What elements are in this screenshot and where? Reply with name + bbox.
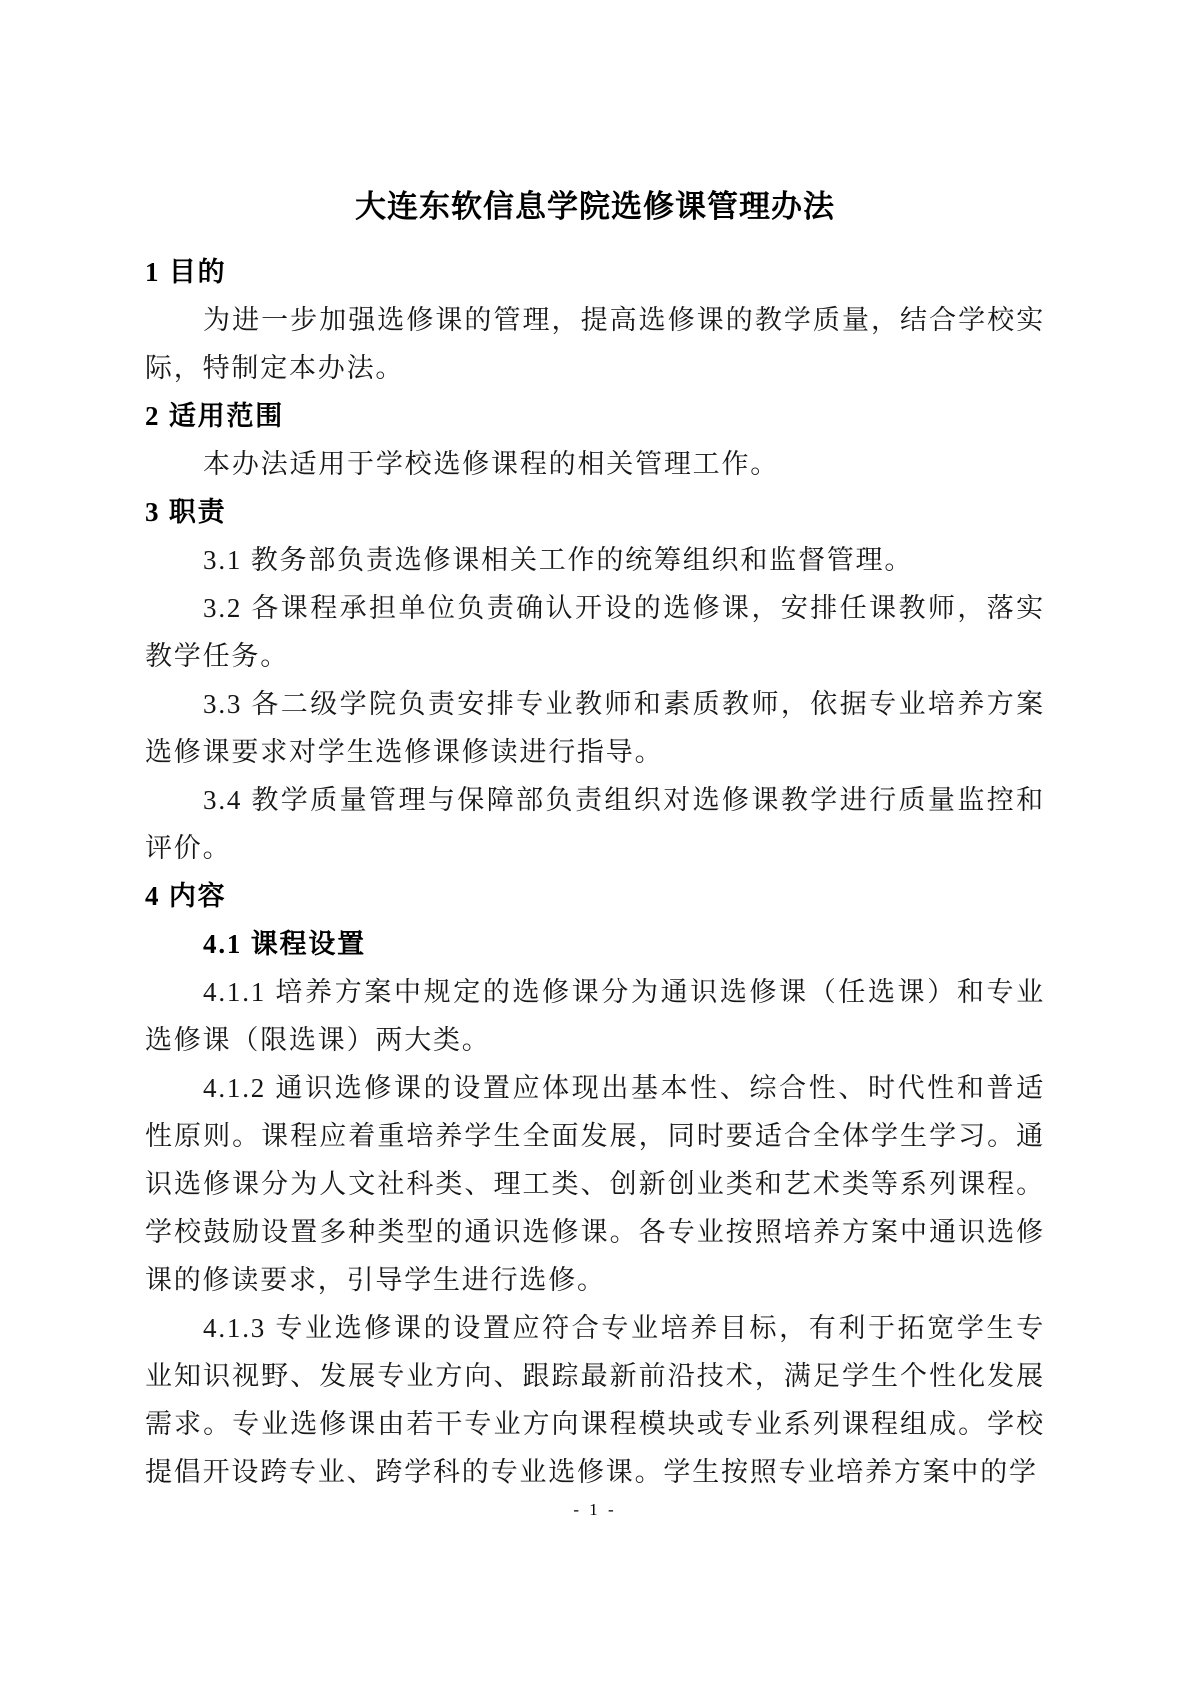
- heading-4-content: 4 内容: [145, 881, 227, 911]
- paragraph-responsibility-3-3: 3.3 各二级学院负责安排专业教师和素质教师，依据专业培养方案选修课要求对学生选修课修读进行指导。: [145, 689, 1045, 767]
- page-number: - 1 -: [573, 1500, 617, 1519]
- paragraph-responsibility-3-4: 3.4 教学质量管理与保障部负责组织对选修课教学进行质量监控和评价。: [145, 785, 1045, 863]
- paragraph-course-4-1-1: 4.1.1 培养方案中规定的选修课分为通识选修课（任选课）和专业选修课（限选课）两大类。: [145, 977, 1045, 1055]
- paragraph-purpose: 为进一步加强选修课的管理，提高选修课的教学质量，结合学校实际，特制定本办法。: [145, 305, 1045, 383]
- heading-2-scope: 2 适用范围: [145, 401, 285, 431]
- paragraph-course-4-1-3: 4.1.3 专业选修课的设置应符合专业培养目标，有利于拓宽学生专业知识视野、发展专业方向、跟踪最新前沿技术，满足学生个性化发展需求。专业选修课由若干专业方向课程模块或专业系列课程组成。学校提倡开设跨专业、跨学科的专业选修课。学生按照专业培养方案中的学: [145, 1313, 1045, 1487]
- document-body: [145, 184, 1045, 1496]
- heading-1-purpose: 1 目的: [145, 257, 227, 287]
- subheading-4-1-course-setup: 4.1 课程设置: [203, 929, 366, 959]
- paragraph-responsibility-3-2: 3.2 各课程承担单位负责确认开设的选修课，安排任课教师，落实教学任务。: [145, 593, 1045, 671]
- heading-3-responsibilities: 3 职责: [145, 497, 227, 527]
- document-title: 大连东软信息学院选修课管理办法: [355, 189, 835, 224]
- paragraph-responsibility-3-1: 3.1 教务部负责选修课相关工作的统筹组织和监督管理。: [203, 545, 914, 575]
- paragraph-course-4-1-2: 4.1.2 通识选修课的设置应体现出基本性、综合性、时代性和普适性原则。课程应着重培养学生全面发展，同时要适合全体学生学习。通识选修课分为人文社科类、理工类、创新创业类和艺术类等系列课程。学校鼓励设置多种类型的通识选修课。各专业按照培养方案中通识选修课的修读要求，引导学生进行选修。: [145, 1073, 1045, 1295]
- paragraph-scope: 本办法适用于学校选修课程的相关管理工作。: [203, 449, 780, 479]
